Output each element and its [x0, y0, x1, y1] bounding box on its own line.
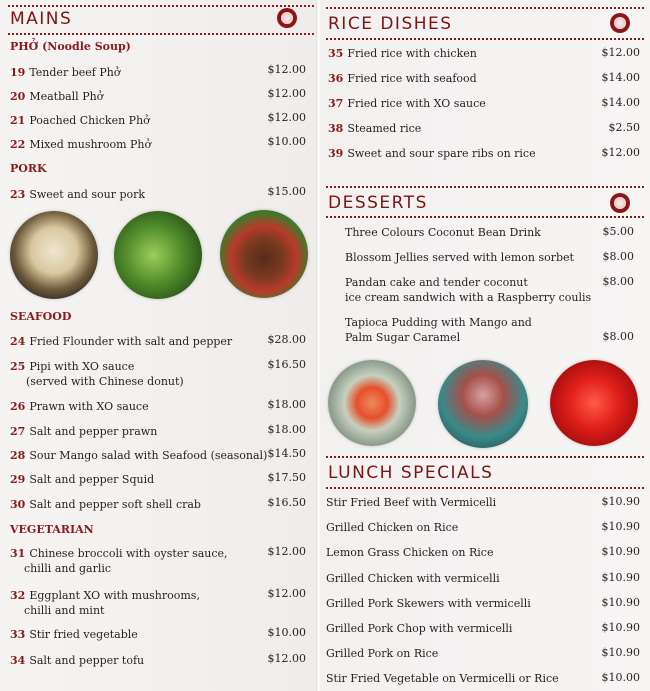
menu-item — [345, 225, 541, 240]
divider — [8, 33, 314, 35]
item-number: 36 — [328, 72, 344, 85]
dessert-photo — [550, 360, 638, 446]
item-name: Fried rice with XO sauce — [347, 97, 486, 110]
item-name: Pipi with XO sauce — [29, 360, 135, 373]
item-price: $12.00 — [267, 652, 306, 665]
divider — [326, 487, 644, 489]
item-price: $14.50 — [267, 447, 306, 460]
item-name: Blossom Jellies served with lemon sorbet — [345, 251, 574, 264]
item-price: $17.50 — [267, 471, 306, 484]
item-name: Stir fried vegetable — [29, 628, 138, 641]
item-number: 25 — [10, 360, 26, 373]
pork-heading: PORK — [10, 162, 47, 175]
item-number: 21 — [10, 114, 26, 127]
item-price: $14.00 — [601, 71, 640, 84]
left-column — [0, 0, 318, 691]
item-price: $10.90 — [601, 545, 640, 558]
item-price: $10.00 — [267, 135, 306, 148]
item-name: Stir Fried Vegetable on Vermicelli or Rice — [326, 672, 559, 685]
item-price: $10.90 — [601, 596, 640, 609]
item-name: Grilled Pork Skewers with vermicelli — [326, 597, 531, 610]
menu-item — [10, 399, 149, 414]
item-price: $16.50 — [267, 496, 306, 509]
item-name: Salt and pepper prawn — [29, 425, 158, 438]
menu-item — [328, 46, 477, 61]
seafood-heading: SEAFOOD — [10, 310, 72, 323]
item-name-line2: (served with Chinese donut) — [26, 375, 184, 388]
item-number: 30 — [10, 498, 26, 511]
item-name: Fried Flounder with salt and pepper — [29, 335, 233, 348]
item-name-line2: chilli and mint — [24, 604, 105, 617]
menu-item — [10, 359, 184, 389]
item-price: $10.90 — [601, 495, 640, 508]
item-number: 20 — [10, 90, 26, 103]
divider — [326, 456, 644, 458]
menu-item — [10, 424, 157, 439]
item-price: $10.00 — [267, 626, 306, 639]
item-name: Sweet and sour pork — [29, 188, 146, 201]
item-number: 31 — [10, 547, 26, 560]
item-number: 38 — [328, 122, 344, 135]
item-number: 37 — [328, 97, 344, 110]
item-name: Salt and pepper Squid — [29, 473, 155, 486]
menu-item — [326, 495, 496, 510]
mains-heading: MAINS — [10, 9, 73, 29]
item-price: $28.00 — [267, 333, 306, 346]
item-price: $10.90 — [601, 646, 640, 659]
item-price: $12.00 — [601, 146, 640, 159]
item-name-line2: chilli and garlic — [24, 562, 112, 575]
item-name: Meatball Phở — [29, 90, 104, 103]
divider — [326, 216, 644, 218]
item-name: Salt and pepper soft shell crab — [29, 498, 201, 511]
menu-item — [326, 621, 512, 636]
item-price: $5.00 — [602, 225, 634, 238]
menu-item — [326, 596, 531, 611]
item-name: Sweet and sour spare ribs on rice — [347, 147, 536, 160]
item-number: 27 — [10, 425, 26, 438]
item-name: Fried rice with chicken — [347, 47, 477, 60]
item-price: $8.00 — [602, 250, 634, 263]
item-name: Stir Fried Beef with Vermicelli — [326, 496, 497, 509]
menu-item — [326, 571, 500, 586]
item-name: Steamed rice — [347, 122, 422, 135]
divider — [326, 38, 644, 40]
item-price: $8.00 — [602, 330, 634, 343]
item-number: 34 — [10, 654, 26, 667]
item-name: Tapioca Pudding with Mango and — [345, 316, 532, 329]
item-price: $14.00 — [601, 96, 640, 109]
flower-logo-icon — [277, 8, 297, 28]
item-price: $12.00 — [267, 111, 306, 124]
menu-item — [345, 250, 574, 265]
menu-item — [10, 588, 200, 618]
menu-item — [10, 334, 232, 349]
menu-item — [10, 497, 201, 512]
item-name: Prawn with XO sauce — [29, 400, 149, 413]
broccoli-photo — [114, 211, 202, 299]
item-name: Grilled Chicken with vermicelli — [326, 572, 500, 585]
item-number: 26 — [10, 400, 26, 413]
menu-item — [345, 275, 591, 305]
item-price: $10.90 — [601, 621, 640, 634]
menu-item — [10, 627, 138, 642]
beef-photo — [220, 210, 308, 298]
item-price: $18.00 — [267, 423, 306, 436]
menu-item — [345, 315, 532, 345]
item-number: 19 — [10, 66, 26, 79]
item-name: Eggplant XO with mushrooms, — [29, 589, 200, 602]
item-price: $12.00 — [601, 46, 640, 59]
item-name: Fried rice with seafood — [347, 72, 477, 85]
menu-item — [328, 146, 536, 161]
divider — [8, 5, 314, 7]
item-number: 28 — [10, 449, 26, 462]
item-price: $12.00 — [267, 63, 306, 76]
menu-item — [10, 472, 154, 487]
item-name-line2: Palm Sugar Caramel — [345, 331, 461, 344]
dessert-photo — [438, 360, 528, 448]
item-number: 32 — [10, 589, 26, 602]
menu-item — [326, 646, 438, 661]
item-name: Grilled Pork Chop with vermicelli — [326, 622, 513, 635]
item-price: $12.00 — [267, 87, 306, 100]
menu-item — [10, 113, 150, 128]
item-price: $15.00 — [267, 185, 306, 198]
item-price: $10.90 — [601, 571, 640, 584]
item-name-line2: ice cream sandwich with a Raspberry coulis — [345, 291, 592, 304]
dessert-photo — [328, 360, 416, 446]
menu-item — [326, 545, 493, 560]
menu-item — [10, 448, 267, 463]
right-column — [320, 0, 650, 691]
item-name: Grilled Chicken on Rice — [326, 521, 459, 534]
menu-item — [10, 546, 228, 576]
desserts-heading: DESSERTS — [328, 193, 428, 213]
item-price: $12.00 — [267, 587, 306, 600]
pho-photo — [10, 211, 98, 299]
flower-logo-icon — [610, 13, 630, 33]
item-name: Tender beef Phở — [29, 66, 121, 79]
item-number: 35 — [328, 47, 344, 60]
vegetarian-heading: VEGETARIAN — [10, 523, 94, 536]
lunch-heading: LUNCH SPECIALS — [328, 463, 494, 483]
item-number: 24 — [10, 335, 26, 348]
item-number: 23 — [10, 188, 26, 201]
menu-item — [326, 520, 458, 535]
item-number: 22 — [10, 138, 26, 151]
item-name: Chinese broccoli with oyster sauce, — [29, 547, 228, 560]
item-number: 29 — [10, 473, 26, 486]
menu-item — [10, 187, 145, 202]
item-price: $12.00 — [267, 545, 306, 558]
item-price: $10.00 — [601, 671, 640, 684]
item-price: $10.90 — [601, 520, 640, 533]
item-name: Three Colours Coconut Bean Drink — [345, 226, 541, 239]
item-price: $8.00 — [602, 275, 634, 288]
item-name: Salt and pepper tofu — [29, 654, 145, 667]
item-name: Lemon Grass Chicken on Rice — [326, 546, 494, 559]
menu-item — [328, 71, 477, 86]
menu-item — [10, 653, 144, 668]
menu-item — [328, 121, 421, 136]
menu-item — [10, 137, 151, 152]
item-name: Sour Mango salad with Seafood (seasonal) — [29, 449, 268, 462]
item-price: $18.00 — [267, 398, 306, 411]
item-price: $2.50 — [608, 121, 640, 134]
item-name: Poached Chicken Phở — [29, 114, 150, 127]
menu-item — [326, 671, 559, 686]
divider — [326, 7, 644, 9]
menu-item — [10, 65, 120, 80]
menu-item — [10, 89, 103, 104]
flower-logo-icon — [610, 193, 630, 213]
item-number: 39 — [328, 147, 344, 160]
item-number: 33 — [10, 628, 26, 641]
item-name: Grilled Pork on Rice — [326, 647, 439, 660]
pho-heading: PHỞ (Noodle Soup) — [10, 40, 131, 53]
item-price: $16.50 — [267, 358, 306, 371]
menu-item — [328, 96, 486, 111]
item-name: Mixed mushroom Phở — [29, 138, 152, 151]
item-name: Pandan cake and tender coconut — [345, 276, 528, 289]
rice-heading: RICE DISHES — [328, 14, 453, 34]
divider — [326, 186, 644, 188]
